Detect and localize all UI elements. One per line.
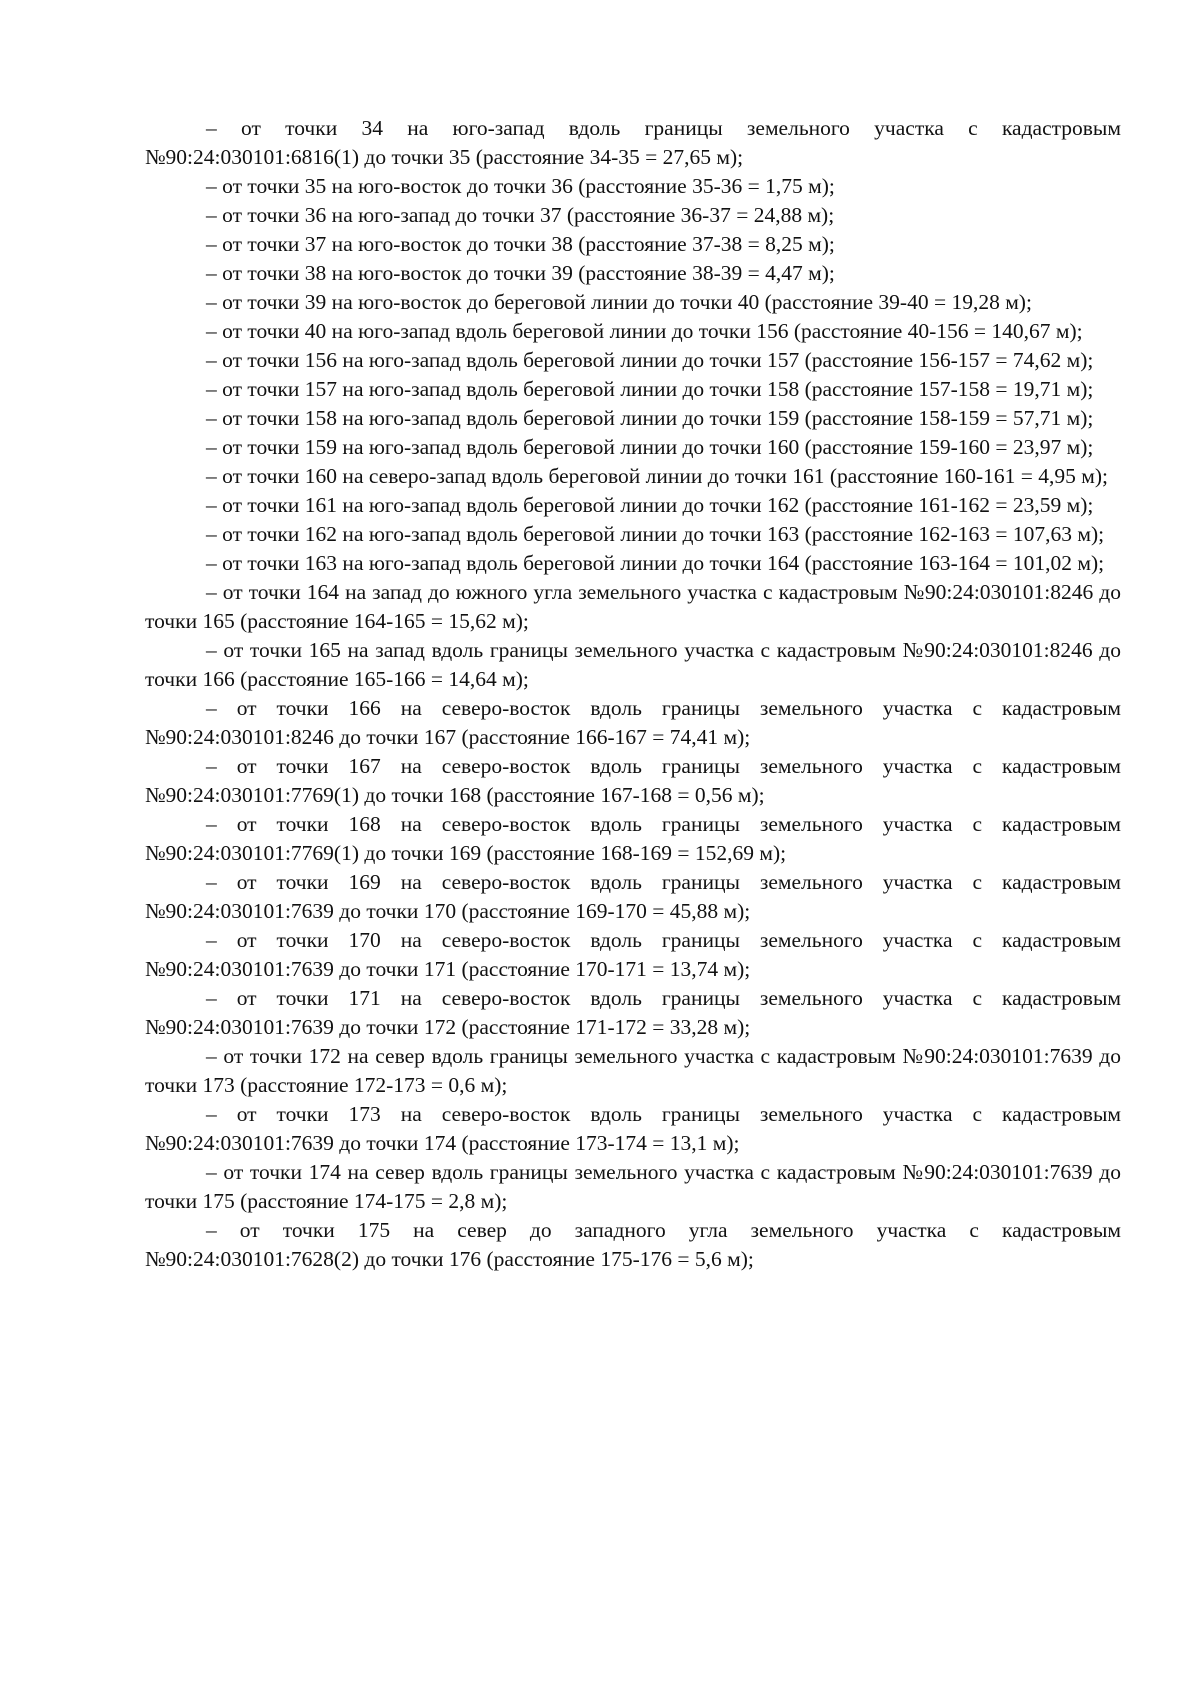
paragraph-point-170: – от точки 170 на северо-восток вдоль границы земельного участка с кадастровым №90:24:030101:7639 до точки 171 (расстояние 170-171 = 13,74 м); [145, 928, 1121, 981]
paragraph-point-175: – от точки 175 на север до западного угла земельного участка с кадастровым №90:24:030101:7628(2) до точки 176 (расстояние 175-176 = 5,6 м); [145, 1218, 1121, 1271]
paragraph-point-40: – от точки 40 на юго-запад вдоль береговой линии до точки 156 (расстояние 40-156 = 140,67 м); [206, 319, 1083, 343]
paragraph-point-169: – от точки 169 на северо-восток вдоль границы земельного участка с кадастровым №90:24:030101:7639 до точки 170 (расстояние 169-170 = 45,88 м); [145, 870, 1121, 923]
paragraph-point-167: – от точки 167 на северо-восток вдоль границы земельного участка с кадастровым №90:24:030101:7769(1) до точки 168 (расстояние 167-168 = 0,56 м); [145, 754, 1121, 807]
paragraph-point-164: – от точки 164 на запад до южного угла земельного участка с кадастровым №90:24:030101:8246 до точки 165 (расстояние 164-165 = 15,62 м); [145, 580, 1121, 633]
paragraph-point-38: – от точки 38 на юго-восток до точки 39 (расстояние 38-39 = 4,47 м); [206, 261, 835, 285]
paragraph-point-173: – от точки 173 на северо-восток вдоль границы земельного участка с кадастровым №90:24:030101:7639 до точки 174 (расстояние 173-174 = 13,1 м); [145, 1102, 1121, 1155]
paragraph-point-35: – от точки 35 на юго-восток до точки 36 (расстояние 35-36 = 1,75 м); [206, 174, 835, 198]
paragraph-point-165: – от точки 165 на запад вдоль границы земельного участка с кадастровым №90:24:030101:8246 до точки 166 (расстояние 165-166 = 14,64 м); [145, 638, 1121, 691]
paragraph-point-39: – от точки 39 на юго-восток до береговой линии до точки 40 (расстояние 39-40 = 19,28 м); [206, 290, 1032, 314]
paragraph-point-172: – от точки 172 на север вдоль границы земельного участка с кадастровым №90:24:030101:7639 до точки 173 (расстояние 172-173 = 0,6 м); [145, 1044, 1121, 1097]
paragraph-point-158: – от точки 158 на юго-запад вдоль береговой линии до точки 159 (расстояние 158-159 = 57,71 м); [206, 406, 1094, 430]
paragraph-point-171: – от точки 171 на северо-восток вдоль границы земельного участка с кадастровым №90:24:030101:7639 до точки 172 (расстояние 171-172 = 33,28 м); [145, 986, 1121, 1039]
paragraph-point-163: – от точки 163 на юго-запад вдоль береговой линии до точки 164 (расстояние 163-164 = 101,02 м); [206, 551, 1105, 575]
paragraph-point-36: – от точки 36 на юго-запад до точки 37 (расстояние 36-37 = 24,88 м); [206, 203, 835, 227]
paragraph-point-162: – от точки 162 на юго-запад вдоль береговой линии до точки 163 (расстояние 162-163 = 107,63 м); [206, 522, 1105, 546]
paragraph-point-159: – от точки 159 на юго-запад вдоль береговой линии до точки 160 (расстояние 159-160 = 23,97 м); [206, 435, 1094, 459]
paragraph-point-157: – от точки 157 на юго-запад вдоль береговой линии до точки 158 (расстояние 157-158 = 19,71 м); [206, 377, 1094, 401]
paragraph-point-168: – от точки 168 на северо-восток вдоль границы земельного участка с кадастровым №90:24:030101:7769(1) до точки 169 (расстояние 168-169 = 152,69 м); [145, 812, 1121, 865]
paragraph-point-174: – от точки 174 на север вдоль границы земельного участка с кадастровым №90:24:030101:7639 до точки 175 (расстояние 174-175 = 2,8 м); [145, 1160, 1121, 1213]
paragraph-point-166: – от точки 166 на северо-восток вдоль границы земельного участка с кадастровым №90:24:030101:8246 до точки 167 (расстояние 166-167 = 74,41 м); [145, 696, 1121, 749]
paragraph-point-160: – от точки 160 на северо-запад вдоль береговой линии до точки 161 (расстояние 160-161 = 4,95 м); [206, 464, 1108, 488]
paragraph-point-156: – от точки 156 на юго-запад вдоль береговой линии до точки 157 (расстояние 156-157 = 74,62 м); [206, 348, 1094, 372]
paragraph-point-161: – от точки 161 на юго-запад вдоль береговой линии до точки 162 (расстояние 161-162 = 23,59 м); [206, 493, 1094, 517]
paragraph-point-37: – от точки 37 на юго-восток до точки 38 (расстояние 37-38 = 8,25 м); [206, 232, 835, 256]
document-page [145, 114, 1121, 1274]
paragraph-point-34: – от точки 34 на юго-запад вдоль границы земельного участка с кадастровым №90:24:030101:6816(1) до точки 35 (расстояние 34-35 = 27,65 м); [145, 116, 1121, 169]
